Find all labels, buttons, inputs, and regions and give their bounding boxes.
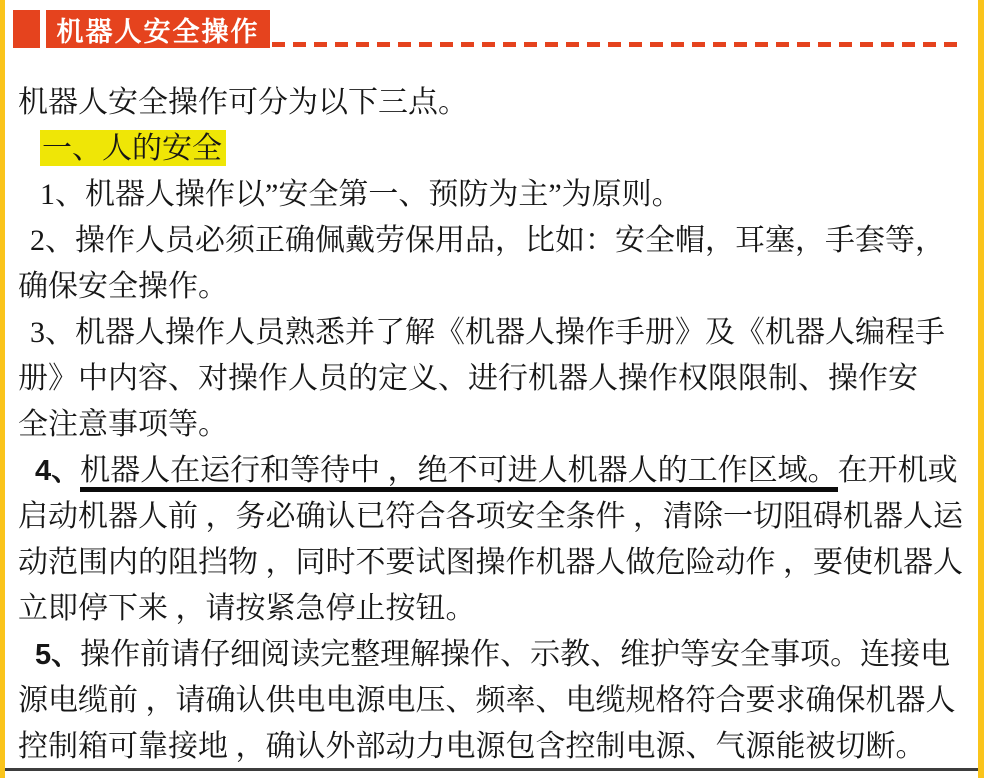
item-2-text: 确保安全操作。	[18, 270, 228, 303]
header-accent-square	[13, 10, 40, 48]
text-line	[16, 402, 962, 448]
text-line	[16, 356, 962, 402]
text-line	[16, 540, 962, 586]
text-line	[16, 264, 962, 310]
text-line	[16, 678, 962, 724]
item-3-text: 册》中内容、对操作人员的定义、进行机器人操作权限限制、操作安	[18, 362, 918, 395]
item-number: 4、	[35, 455, 81, 487]
text-line	[16, 724, 962, 770]
text-line	[16, 172, 962, 218]
item-3-text: 全注意事项等。	[18, 408, 228, 441]
right-edge-stripe	[978, 0, 984, 778]
item-number: 5、	[35, 639, 81, 671]
text-line	[16, 310, 962, 356]
document-body	[16, 80, 962, 770]
header-banner	[46, 10, 270, 48]
left-edge-stripe	[0, 0, 5, 778]
item-5-text: 操作前请仔细阅读完整理解操作、示教、维护等安全事项。连接电	[80, 638, 951, 671]
text-line	[16, 494, 962, 540]
header-dashed-line	[272, 42, 962, 47]
item-3-text: 3、机器人操作人员熟悉并了解《机器人操作手册》及《机器人编程手	[30, 316, 945, 349]
item-4-text: 在开机或	[837, 454, 958, 487]
item-2-text: 2、操作人员必须正确佩戴劳保用品，比如：安全帽，耳塞，手套等，	[30, 224, 945, 257]
text-line	[16, 632, 962, 678]
text-line	[16, 218, 962, 264]
intro-text: 机器人安全操作可分为以下三点。	[18, 86, 468, 119]
section-heading-highlight: 一、人的安全	[40, 130, 226, 166]
text-line	[16, 448, 962, 494]
page-title: 机器人安全操作	[56, 16, 260, 47]
text-line	[16, 80, 962, 126]
item-5-text: 控制箱可靠接地 ，确认外部动力电源包含控制电源、气源能被切断。	[18, 730, 926, 763]
item-4-text: 启动机器人前 ，务必确认已符合各项安全条件 ，清除一切阻碍机器人运	[18, 500, 963, 533]
item-4-text: 动范围内的阻挡物 ，同时不要试图操作机器人做危险动作 ，要使机器人	[18, 546, 963, 579]
item-1-text: 1、机器人操作以”安全第一、预防为主”为原则。	[40, 178, 682, 211]
safety-warning-underlined: 机器人在运行和等待中 ，绝不可进人机器人的工作区域。	[80, 454, 838, 492]
item-5-text: 源电缆前 ，请确认供电电源电压、频率、电缆规格符合要求确保机器人	[18, 684, 956, 717]
item-4-text: 立即停下来 ，请按紧急停止按钮。	[18, 592, 476, 625]
text-line	[16, 126, 962, 172]
text-line	[16, 586, 962, 632]
bottom-rule	[5, 768, 978, 771]
